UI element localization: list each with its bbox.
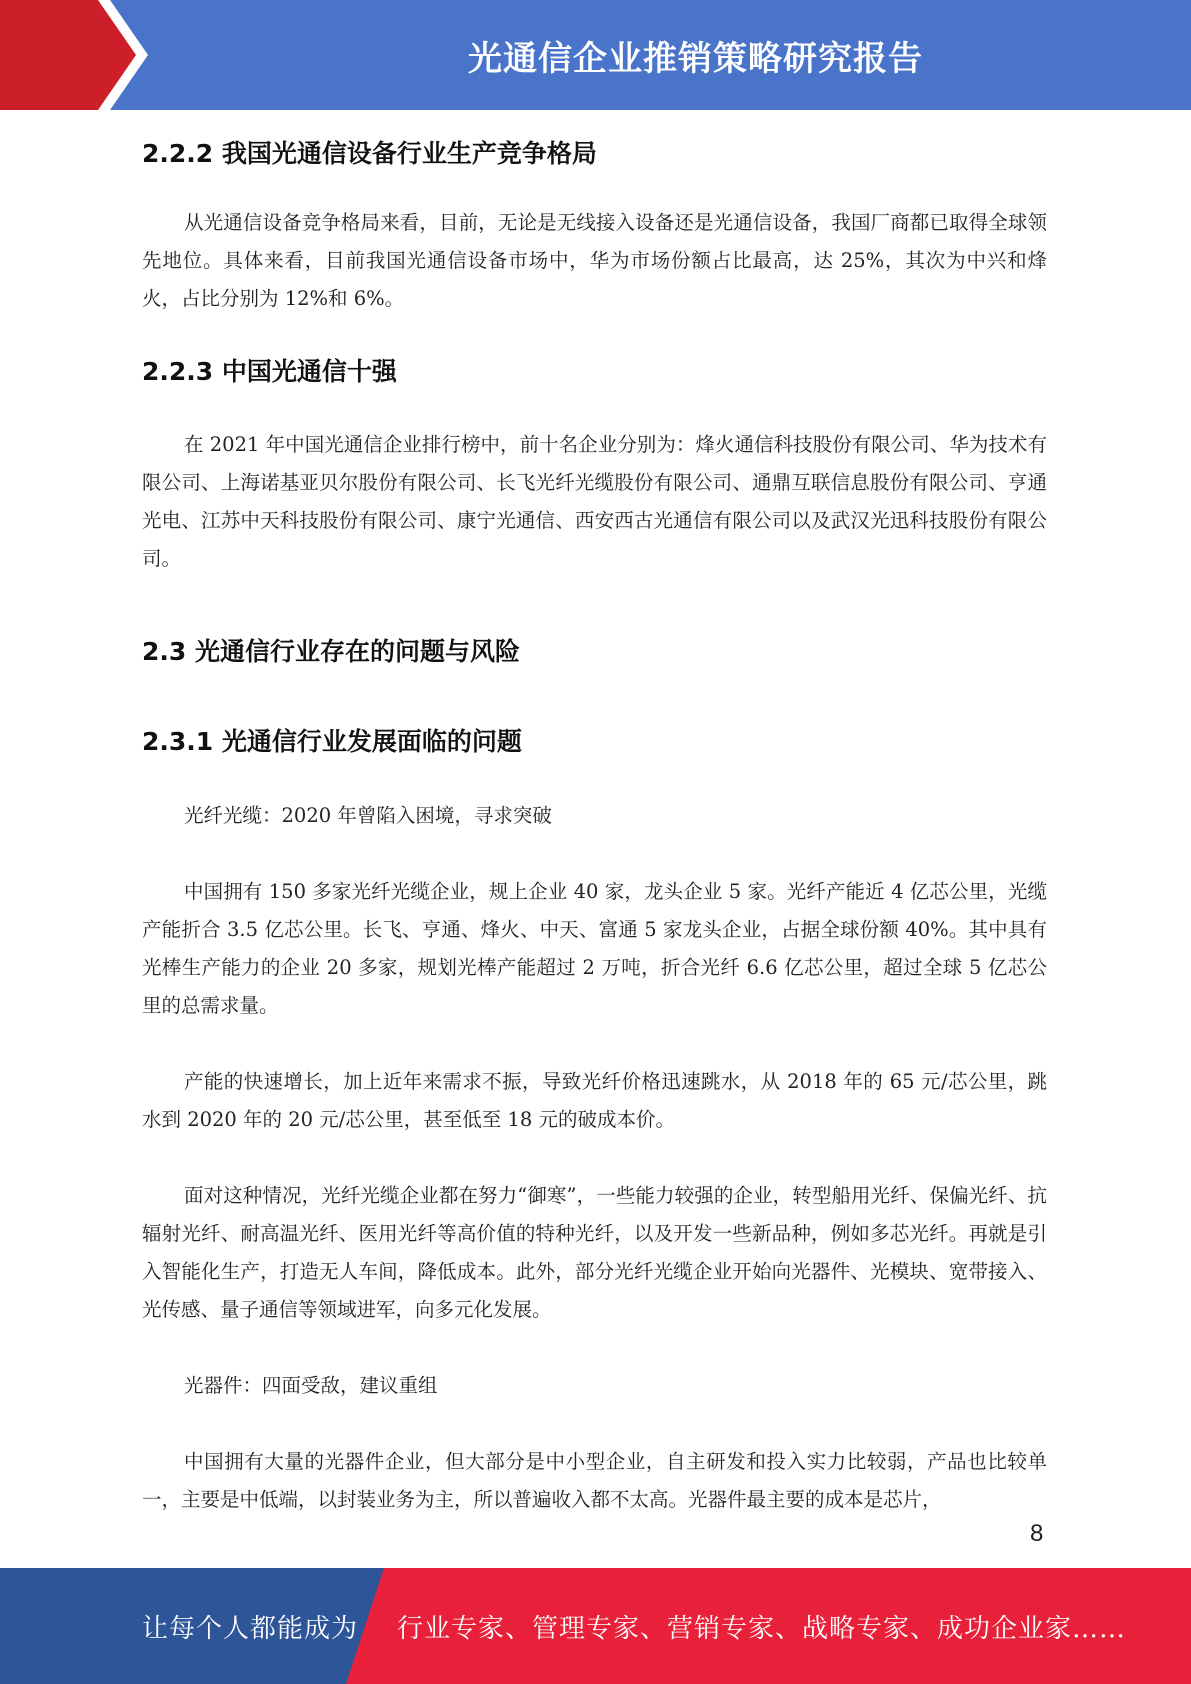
- heading-2-3: 2.3 光通信行业存在的问题与风险: [142, 637, 520, 666]
- footer-slogan-right: 行业专家、管理专家、营销专家、战略专家、成功企业家……: [397, 1613, 1127, 1644]
- lead-fiber-cable: 光纤光缆：2020 年曾陷入困境，寻求突破: [184, 804, 552, 827]
- paragraph-price-drop: 产能的快速增长，加上近年来需求不振，导致光纤价格迅速跳水，从 2018 年的 65 元/芯公里，跳水到 2020 年的 20 元/芯公里，甚至低至 18 元的破成本价。: [142, 1070, 1047, 1131]
- heading-2-2-2: 2.2.2 我国光通信设备行业生产竞争格局: [142, 139, 597, 168]
- page-header: [0, 0, 1191, 110]
- paragraph-competition: 从光通信设备竞争格局来看，目前，无论是无线接入设备还是光通信设备，我国厂商都已取得全球领先地位。具体来看，目前我国光通信设备市场中，华为市场份额占比最高，达 25%，其次为中兴和烽火，占比分别为 12%和 6%。: [142, 211, 1047, 310]
- page-number: 8: [1030, 1520, 1044, 1547]
- heading-2-3-1: 2.3.1 光通信行业发展面临的问题: [142, 727, 522, 756]
- lead-optical-devices: 光器件：四面受敌，建议重组: [184, 1374, 438, 1397]
- header-chevron-icon: [0, 0, 160, 110]
- heading-2-2-3: 2.2.3 中国光通信十强: [142, 357, 397, 386]
- paragraph-response: 面对这种情况，光纤光缆企业都在努力“御寒”，一些能力较强的企业，转型船用光纤、保偏光纤、抗辐射光纤、耐高温光纤、医用光纤等高价值的特种光纤，以及开发一些新品种，例如多芯光纤。再就是引入智能化生产，打造无人车间，降低成本。此外，部分光纤光缆企业开始向光器件、光模块、宽带接入、光传感、量子通信等领域进军，向多元化发展。: [142, 1184, 1047, 1321]
- paragraph-optical-devices: 中国拥有大量的光器件企业，但大部分是中小型企业，自主研发和投入实力比较弱，产品也比较单一，主要是中低端，以封装业务为主，所以普遍收入都不太高。光器件最主要的成本是芯片，: [142, 1450, 1047, 1511]
- paragraph-top-ten: 在 2021 年中国光通信企业排行榜中，前十名企业分别为：烽火通信科技股份有限公司、华为技术有限公司、上海诺基亚贝尔股份有限公司、长飞光纤光缆股份有限公司、通鼎互联信息股份有限公司、亨通光电、江苏中天科技股份有限公司、康宁光通信、西安西古光通信有限公司以及武汉光迅科技股份有限公司。: [142, 433, 1047, 570]
- footer-slogan-left: 让每个人都能成为: [142, 1613, 359, 1644]
- paragraph-fiber-capacity: 中国拥有 150 多家光纤光缆企业，规上企业 40 家，龙头企业 5 家。光纤产能近 4 亿芯公里，光缆产能折合 3.5 亿芯公里。长飞、亨通、烽火、中天、富通 5 家龙头企业，占据全球份额 40%。其中具有光棒生产能力的企业 20 多家，规划光棒产能超过 2 万吨，折合光纤 6.6 亿芯公里，超过全球 5 亿芯公里的总需求量。: [142, 880, 1047, 1017]
- report-title: 光通信企业推销策略研究报告: [468, 38, 923, 79]
- page-footer: [0, 1568, 1191, 1684]
